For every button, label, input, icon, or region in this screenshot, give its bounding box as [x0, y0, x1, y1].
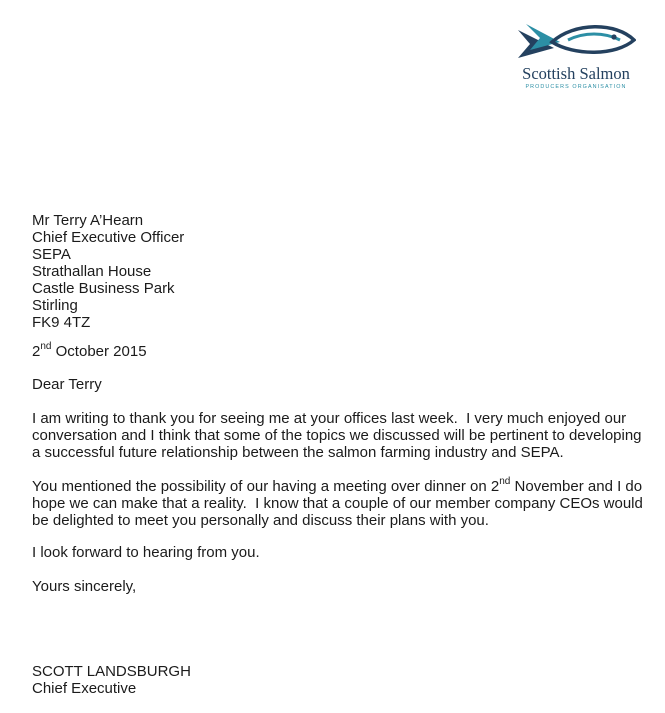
paragraph-closing-remark: [32, 544, 642, 561]
paragraph-line: be delighted to meet you personally and discuss their plans with you.: [32, 512, 489, 529]
letter-date: [32, 343, 147, 360]
recipient-organisation: SEPA: [32, 246, 71, 263]
recipient-title: Chief Executive Officer: [32, 229, 185, 246]
address-line: Castle Business Park: [32, 280, 175, 297]
paragraph-line: [32, 478, 642, 495]
paragraph-dinner: [32, 478, 642, 529]
complimentary-close: Yours sincerely,: [32, 578, 137, 595]
salmon-icon: [516, 20, 636, 62]
date-suffix: nd: [499, 476, 511, 487]
paragraph-thanks: [32, 410, 642, 461]
date-suffix: nd: [40, 341, 52, 352]
date-month-year: October 2015: [51, 343, 147, 360]
logo-name: Scottish Salmon: [522, 64, 630, 83]
logo-subtitle: PRODUCERS ORGANISATION: [525, 84, 627, 90]
recipient-address: [32, 212, 184, 331]
signature-block: [32, 663, 191, 697]
paragraph-line: hope we can make that a reality. I know that a couple of our member company CEOs would: [32, 495, 643, 512]
paragraph-line: I am writing to thank you for seeing me at your offices last week. I very much enjoyed our: [32, 410, 627, 427]
recipient-name: Mr Terry A’Hearn: [32, 212, 144, 229]
signer-name: SCOTT LANDSBURGH: [32, 663, 191, 680]
company-logo: [508, 20, 644, 92]
salutation: Dear Terry: [32, 376, 102, 393]
paragraph-line: a successful future relationship between the salmon farming industry and SEPA.: [32, 444, 564, 461]
date-day: 2: [32, 343, 41, 360]
address-line: Strathallan House: [32, 263, 152, 280]
paragraph-text: November and I do: [510, 478, 643, 495]
paragraph-line: I look forward to hearing from you.: [32, 544, 260, 561]
address-town: Stirling: [32, 297, 78, 314]
paragraph-text: You mentioned the possibility of our having a meeting over dinner on 2: [32, 478, 500, 495]
paragraph-line: conversation and I think that some of the topics we discussed will be pertinent to developing: [32, 427, 642, 444]
signer-title: Chief Executive: [32, 680, 137, 697]
address-postcode: FK9 4TZ: [32, 314, 91, 331]
